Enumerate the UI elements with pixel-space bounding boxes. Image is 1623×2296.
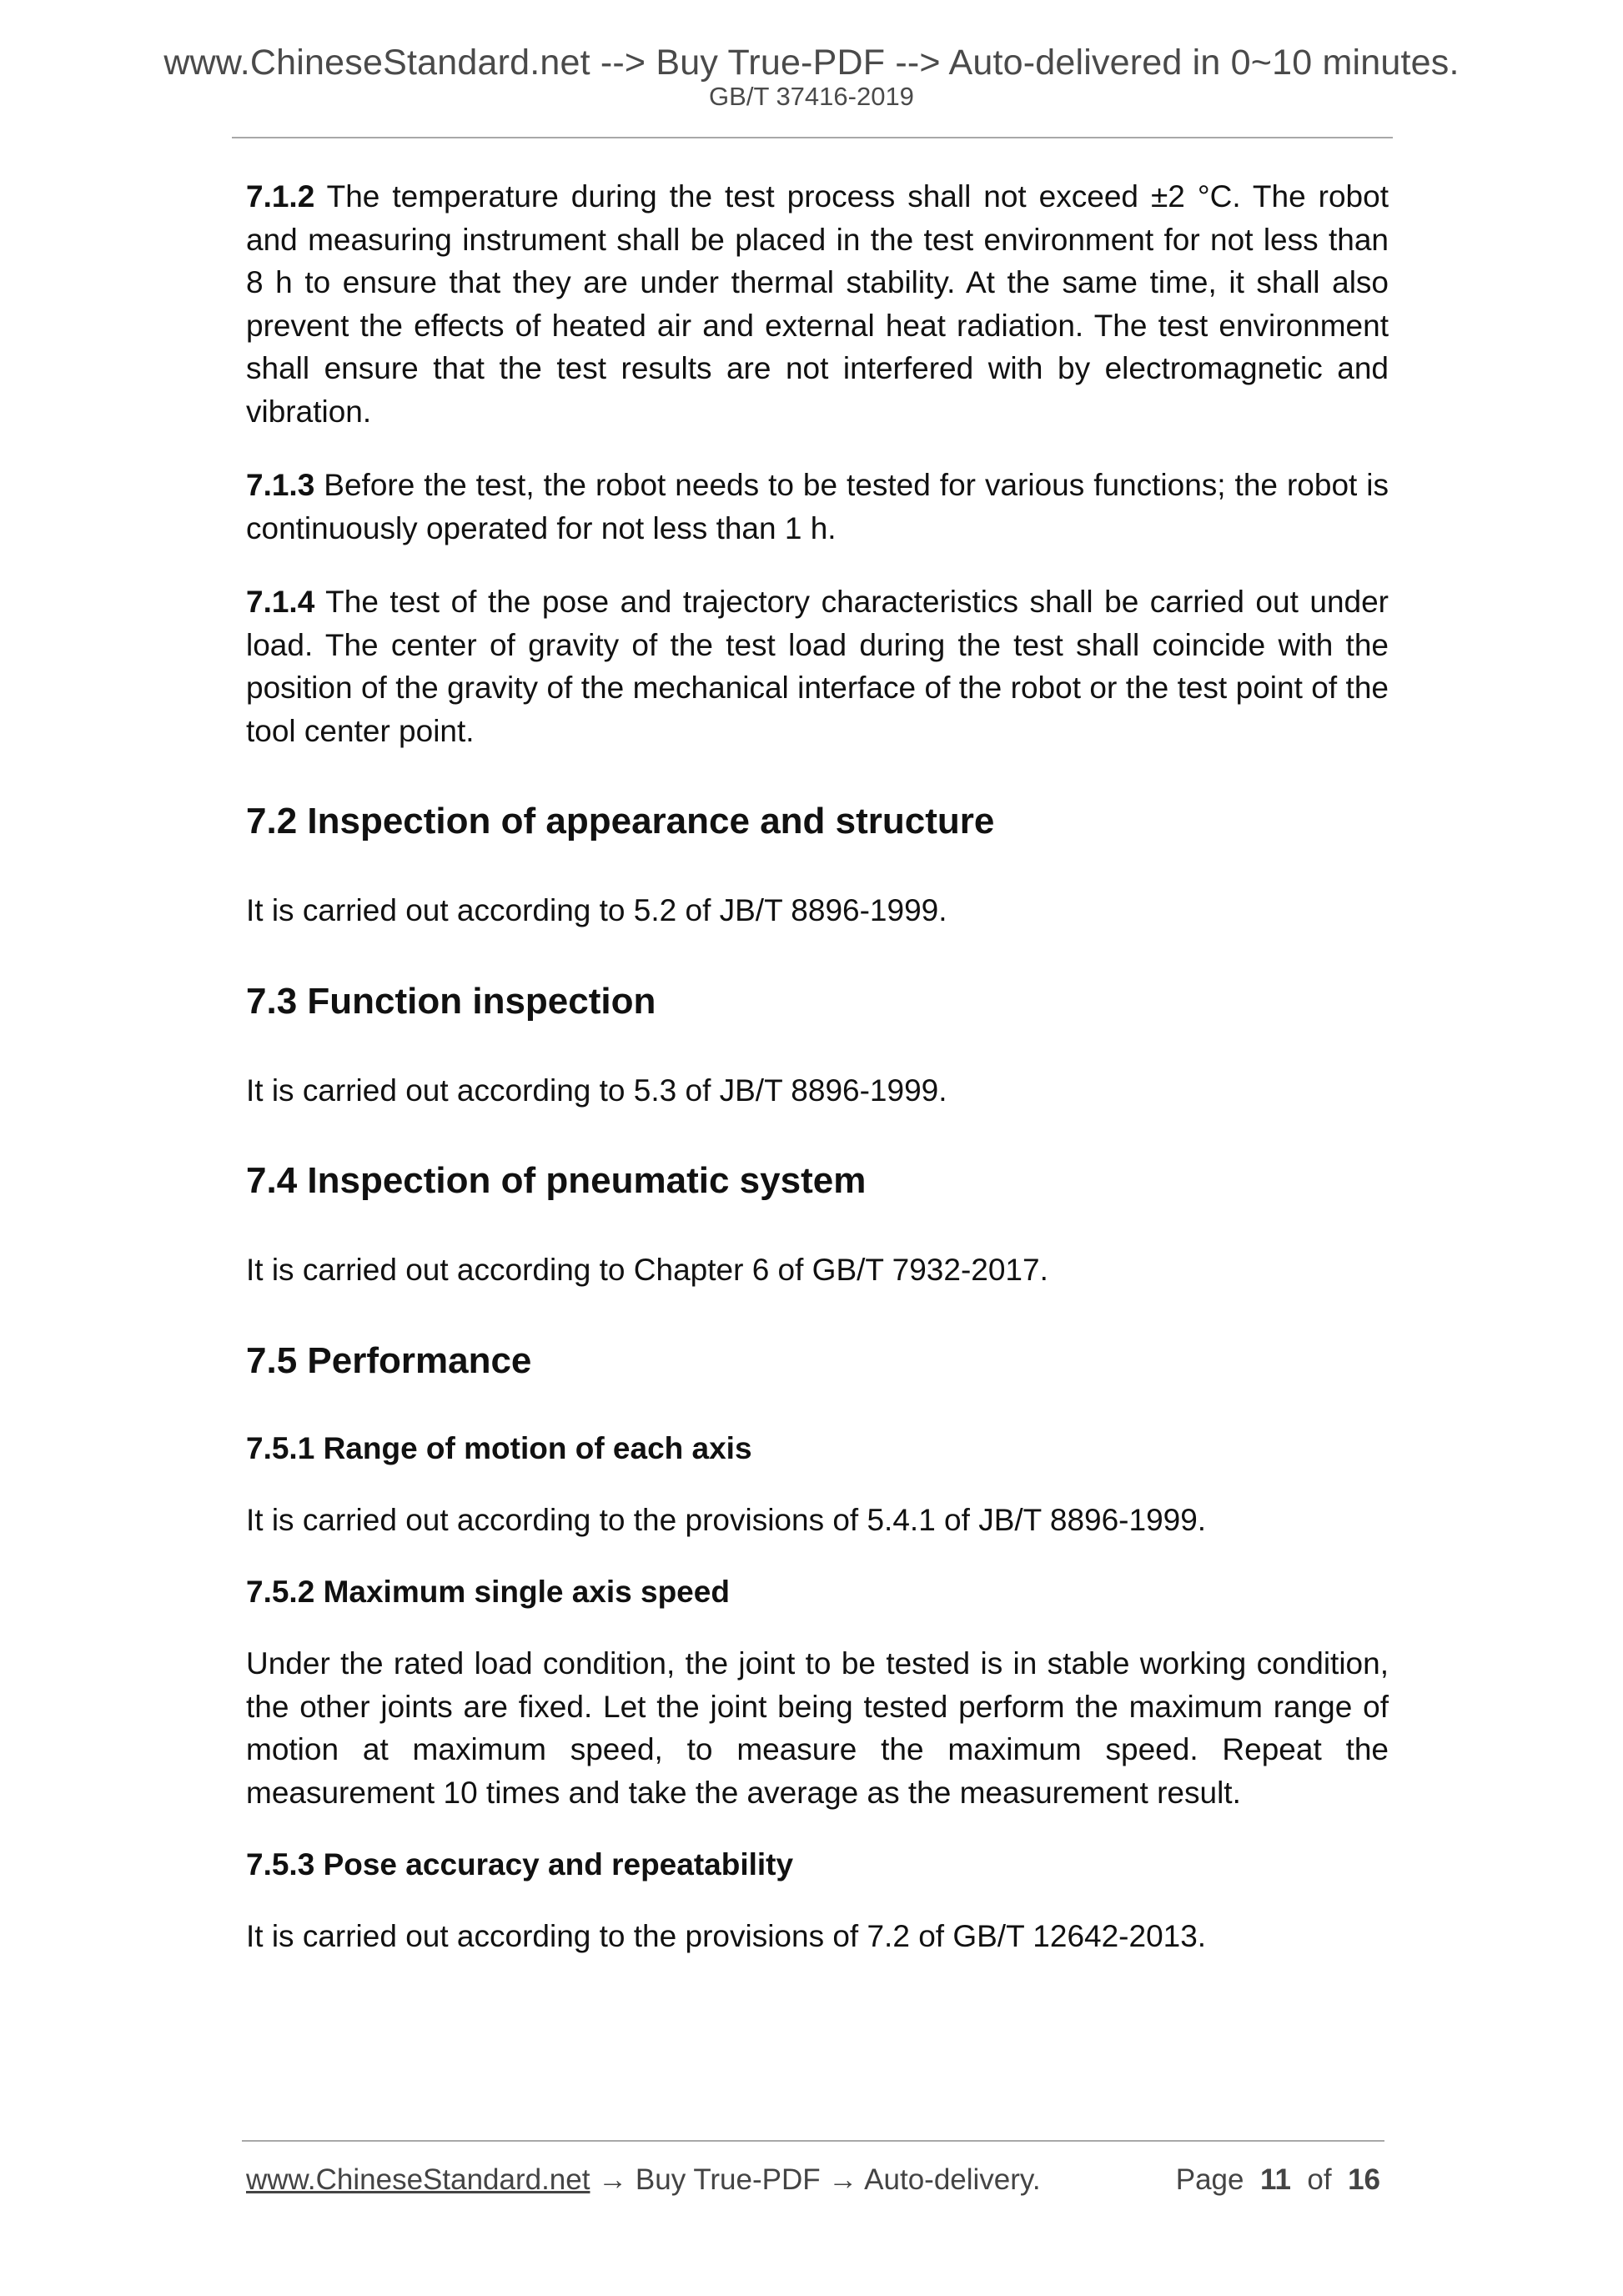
subsection-text-7-5-1: It is carried out according to the provisions of 5.4.1 of JB/T 8896-1999. [246, 1502, 1207, 1537]
section-heading-7-5: 7.5 Performance [246, 1339, 532, 1381]
page-of-label: of [1307, 2163, 1332, 2196]
section-heading-7-3: 7.3 Function inspection [246, 980, 656, 1022]
clause-number: 7.1.2 [246, 179, 315, 214]
subsection-text-7-5-2: Under the rated load condition, the joint to be tested is in stable working condition, the other joints are fixed. Let the joint being tested perform the maximum range of motion at maximum speed, to measure the maximum speed. Repeat the measurement 10 times and take the average as the measurement result. [246, 1646, 1389, 1810]
clause-text: The temperature during the test process shall not exceed ±2 °C. The robot and measuring instrument shall be placed in the test environment for not less than 8 h to ensure that they are under thermal stability. At the same time, it shall also prevent the effects of heated air and external heat radiation. The test environment shall ensure that the test results are not interfered with by electromagnetic and vibration. [246, 179, 1389, 429]
clause-7-1-3 [246, 464, 1389, 550]
section-heading-7-4: 7.4 Inspection of pneumatic system [246, 1160, 867, 1201]
subsection-heading-7-5-2: 7.5.2 Maximum single axis speed [246, 1575, 730, 1609]
page-indicator [1176, 2163, 1380, 2198]
page-label: Page [1175, 2163, 1244, 2196]
subsection-text-7-5-3: It is carried out according to the provisions of 7.2 of GB/T 12642-2013. [246, 1919, 1207, 1953]
footer-site-link[interactable]: www.ChineseStandard.net [246, 2163, 590, 2196]
clause-text: Before the test, the robot needs to be tested for various functions; the robot is continuously operated for not less than 1 h. [246, 468, 1389, 545]
clause-7-1-4 [246, 580, 1389, 752]
document-body [246, 175, 1389, 1989]
page-total: 16 [1348, 2163, 1380, 2196]
clause-number: 7.1.3 [246, 468, 315, 502]
section-text-7-4: It is carried out according to Chapter 6 of GB/T 7932-2017. [246, 1253, 1048, 1287]
footer-promo [246, 2163, 1041, 2198]
page-number: 11 [1259, 2163, 1291, 2196]
standard-number: GB/T 37416-2019 [709, 82, 914, 111]
header-divider [232, 137, 1393, 138]
header-banner: www.ChineseStandard.net --> Buy True-PDF --> Auto-delivered in 0~10 minutes. [163, 43, 1460, 83]
clause-7-1-2 [246, 175, 1389, 433]
section-heading-7-2: 7.2 Inspection of appearance and structure [246, 801, 995, 842]
subsection-heading-7-5-3: 7.5.3 Pose accuracy and repeatability [246, 1847, 794, 1882]
section-text-7-3: It is carried out according to 5.3 of JB/T 8896-1999. [246, 1073, 947, 1108]
subsection-heading-7-5-1: 7.5.1 Range of motion of each axis [246, 1430, 752, 1465]
clause-number: 7.1.4 [246, 585, 315, 619]
footer-divider [242, 2140, 1384, 2142]
footer-promo-text: → Buy True-PDF → Auto-delivery. [590, 2163, 1041, 2196]
clause-text: The test of the pose and trajectory characteristics shall be carried out under load. The center of gravity of the test load during the test shall coincide with the position of the gravity of the mechanical interface of the robot or the test point of the tool center point. [246, 585, 1389, 748]
section-text-7-2: It is carried out according to 5.2 of JB/T 8896-1999. [246, 893, 947, 927]
